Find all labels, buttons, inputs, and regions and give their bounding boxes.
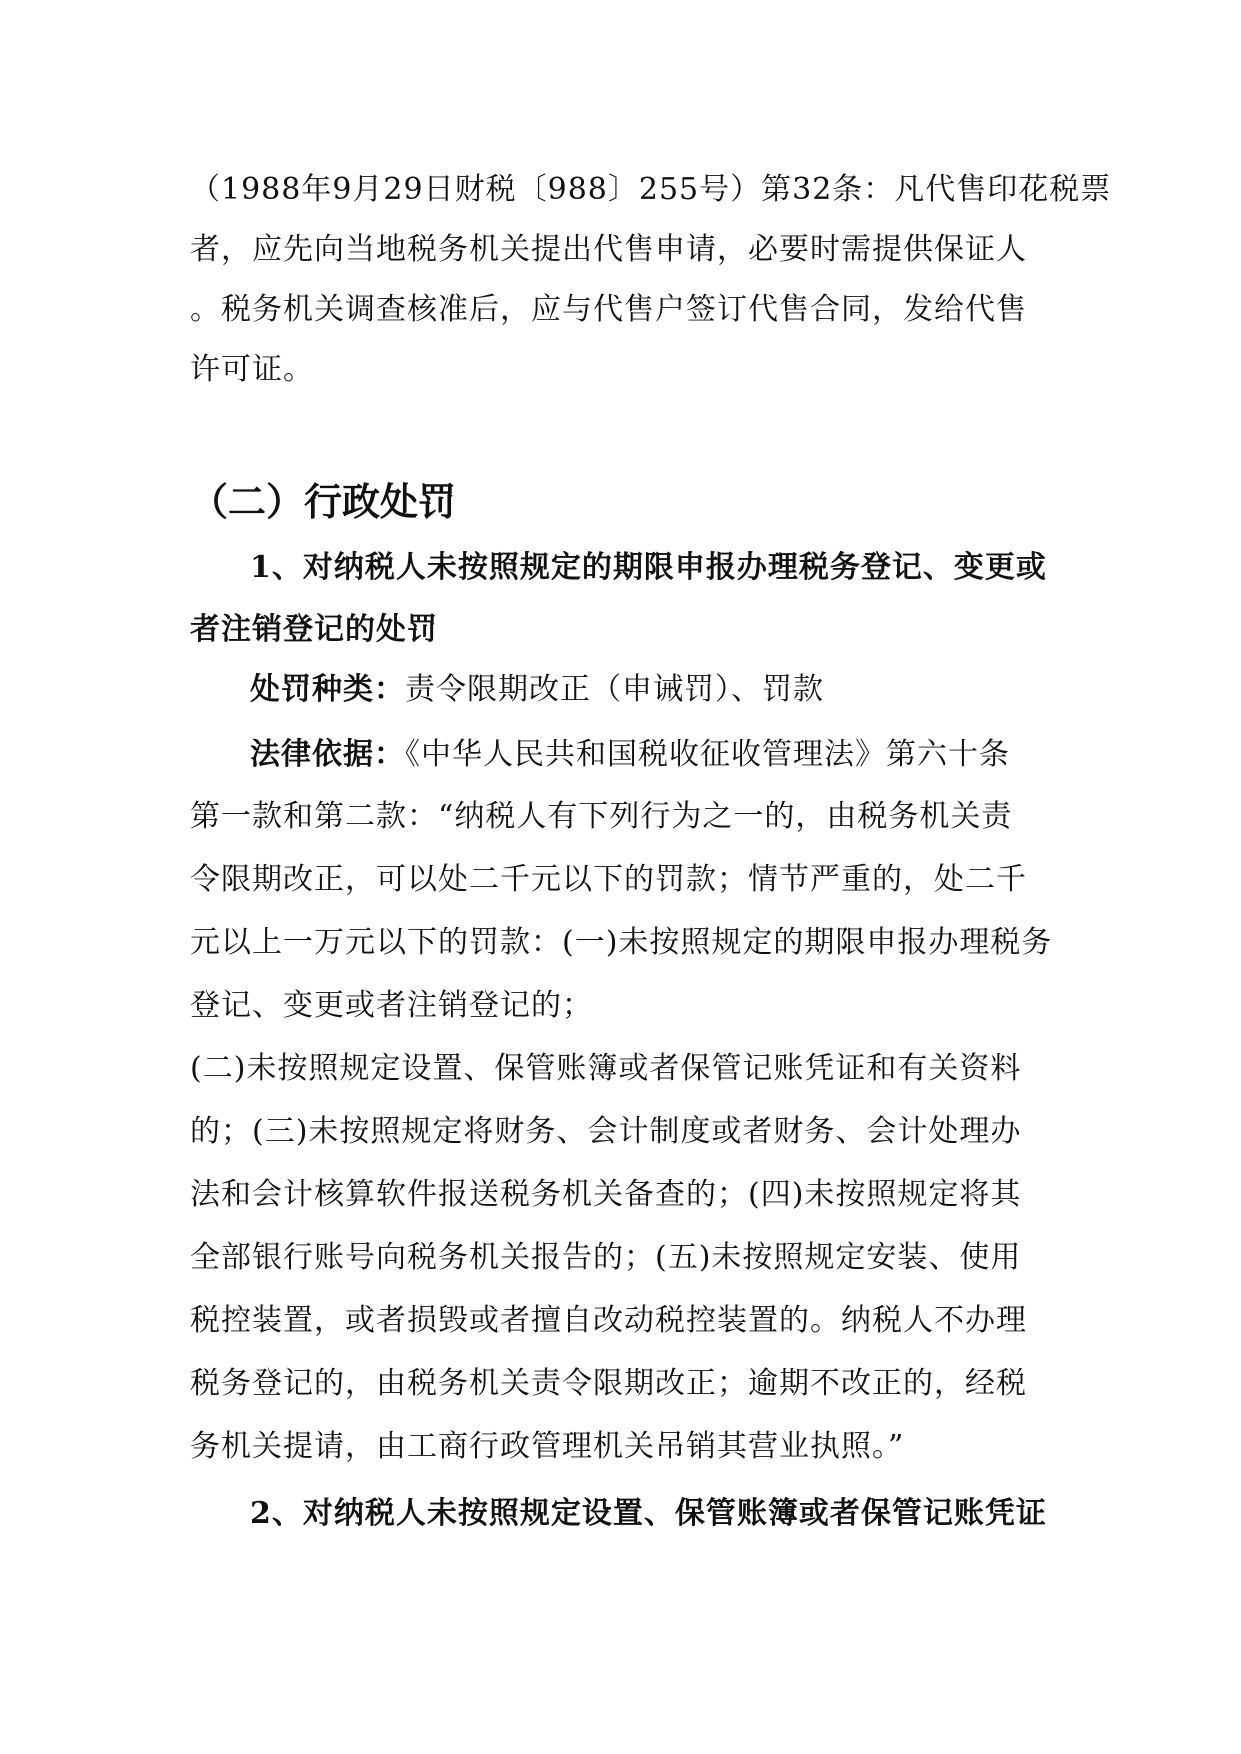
legal-basis-line-5: 登记、变更或者注销登记的； bbox=[190, 988, 593, 1023]
legal-basis-line-8: 法和会计核算软件报送税务机关备查的；(四)未按照规定将其 bbox=[190, 1177, 1022, 1212]
legal-basis-line-4: 元以上一万元以下的罚款：(一)未按照规定的期限申报办理税务 bbox=[190, 925, 1053, 960]
legal-basis-line-10: 税控装置，或者损毁或者擅自改动税控装置的。纳税人不办理 bbox=[190, 1303, 1027, 1338]
legal-basis-label: 法律依据： bbox=[250, 737, 405, 772]
intro-line-1: （1988年9月29日财税〔988〕255号）第32条：凡代售印花税票 bbox=[190, 172, 1112, 207]
penalty-type-line bbox=[250, 670, 824, 710]
legal-basis-line-7: 的；(三)未按照规定将财务、会计制度或者财务、会计处理办 bbox=[190, 1114, 1022, 1149]
intro-line-2: 者，应先向当地税务机关提出代售申请，必要时需提供保证人 bbox=[190, 232, 1027, 267]
penalty-type-label: 处罚种类： bbox=[250, 672, 405, 707]
legal-basis-line-6: (二)未按照规定设置、保管账簿或者保管记账凭证和有关资料 bbox=[190, 1051, 1022, 1086]
legal-basis-line-2: 第一款和第二款：“纳税人有下列行为之一的，由税务机关责 bbox=[190, 799, 1013, 834]
penalty-type-value: 责令限期改正（申诫罚）、罚款 bbox=[405, 672, 824, 707]
item1-title-line-1: 1、对纳税人未按照规定的期限申报办理税务登记、变更或 bbox=[250, 550, 1047, 585]
intro-line-4: 许可证。 bbox=[190, 352, 314, 387]
legal-basis-line-3: 令限期改正，可以处二千元以下的罚款；情节严重的，处二千 bbox=[190, 862, 1027, 897]
legal-basis-line-11: 税务登记的，由税务机关责令限期改正；逾期不改正的，经税 bbox=[190, 1366, 1027, 1401]
legal-basis-line-9: 全部银行账号向税务机关报告的；(五)未按照规定安装、使用 bbox=[190, 1240, 1022, 1275]
item2-title: 2、对纳税人未按照规定设置、保管账簿或者保管记账凭证 bbox=[250, 1496, 1047, 1531]
section-heading: （二）行政处罚 bbox=[190, 479, 457, 524]
legal-basis-first: 《中华人民共和国税收征收管理法》第六十条 bbox=[405, 737, 1010, 772]
item1-title-line-2: 者注销登记的处罚 bbox=[190, 612, 438, 647]
legal-basis-line-12: 务机关提请，由工商行政管理机关吊销其营业执照。” bbox=[190, 1429, 905, 1464]
intro-line-3: 。税务机关调查核准后，应与代售户签订代售合同，发给代售 bbox=[190, 292, 1027, 327]
legal-basis-line bbox=[250, 735, 1010, 775]
